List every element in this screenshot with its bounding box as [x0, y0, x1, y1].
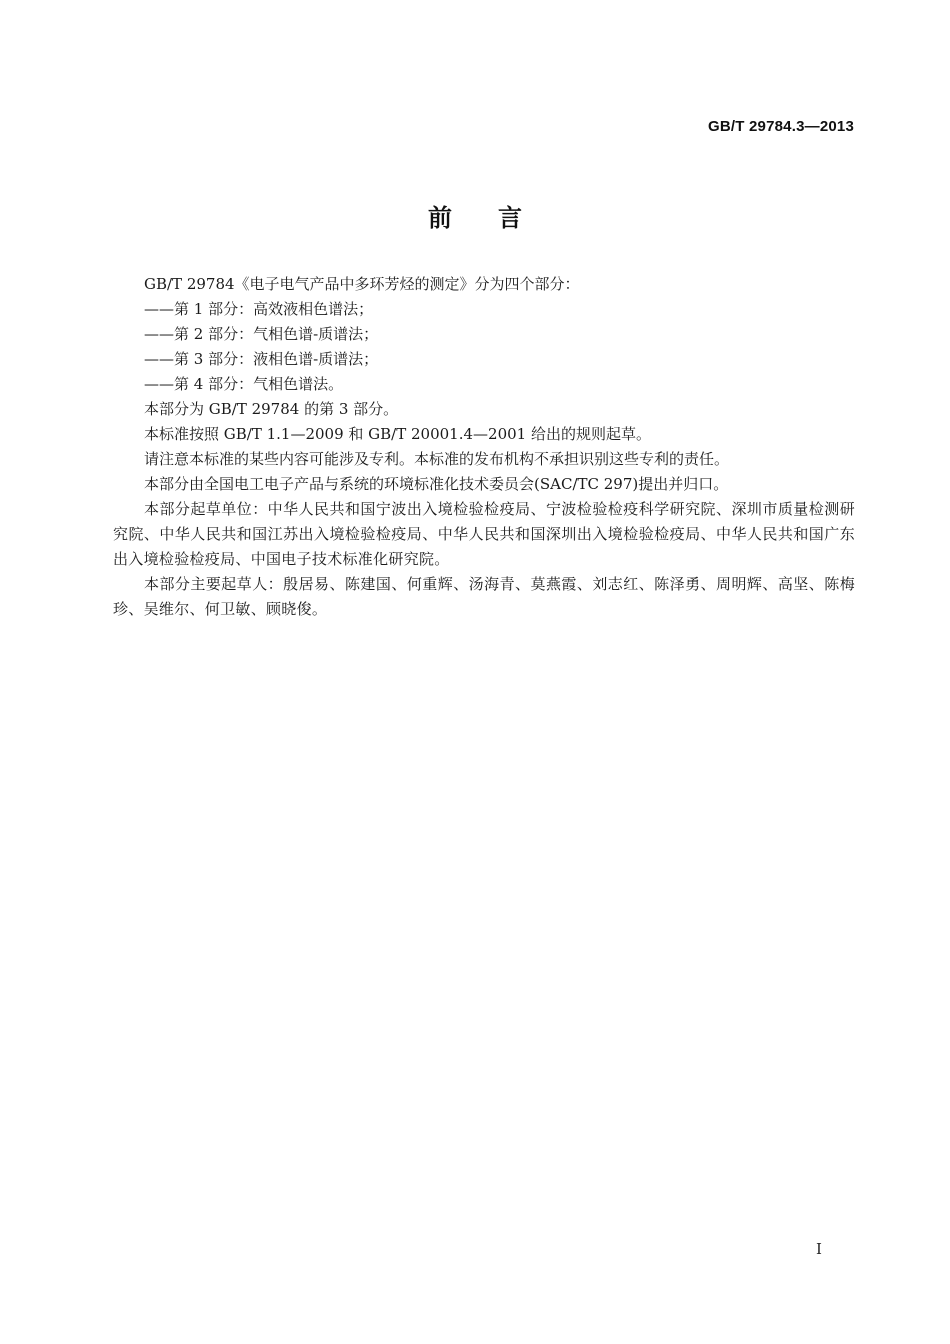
page-title: 前言: [428, 204, 568, 232]
paragraph-drafting-units: 本部分起草单位：中华人民共和国宁波出入境检验检疫局、宁波检验检疫科学研究院、深圳市质量检测研究院、中华人民共和国江苏出入境检验检疫局、中华人民共和国深圳出入境检验检疫局、中华人民共和国广东出入境检验检疫局、中国电子技术标准化研究院。: [113, 500, 855, 568]
paragraph-series-intro: GB/T 29784《电子电气产品中多环芳烃的测定》分为四个部分：: [144, 275, 580, 293]
paragraph-proposer: 本部分由全国电工电子产品与系统的环境标准化技术委员会(SAC/TC 297)提出并归口。: [144, 475, 729, 493]
paragraph-drafters: 本部分主要起草人：殷居易、陈建国、何重辉、汤海青、莫燕霞、刘志红、陈泽勇、周明辉、高坚、陈梅珍、吴维尔、何卫敏、顾晓俊。: [113, 575, 855, 618]
paragraph-this-part: 本部分为 GB/T 29784 的第 3 部分。: [144, 400, 399, 418]
paragraph-patent-notice: 请注意本标准的某些内容可能涉及专利。本标准的发布机构不承担识别这些专利的责任。: [144, 450, 730, 468]
standard-code: GB/T 29784.3—2013: [708, 118, 854, 135]
paragraph-drafting-rules: 本标准按照 GB/T 1.1—2009 和 GB/T 20001.4—2001 给出的规则起草。: [144, 425, 651, 443]
page-number: I: [816, 1240, 822, 1258]
list-item-part-4: ——第 4 部分：气相色谱法。: [144, 375, 344, 393]
list-item-part-3: ——第 3 部分：液相色谱-质谱法；: [144, 350, 379, 368]
list-item-part-2: ——第 2 部分：气相色谱-质谱法；: [144, 325, 379, 343]
foreword-body: [113, 272, 855, 622]
list-item-part-1: ——第 1 部分：高效液相色谱法；: [144, 300, 374, 318]
